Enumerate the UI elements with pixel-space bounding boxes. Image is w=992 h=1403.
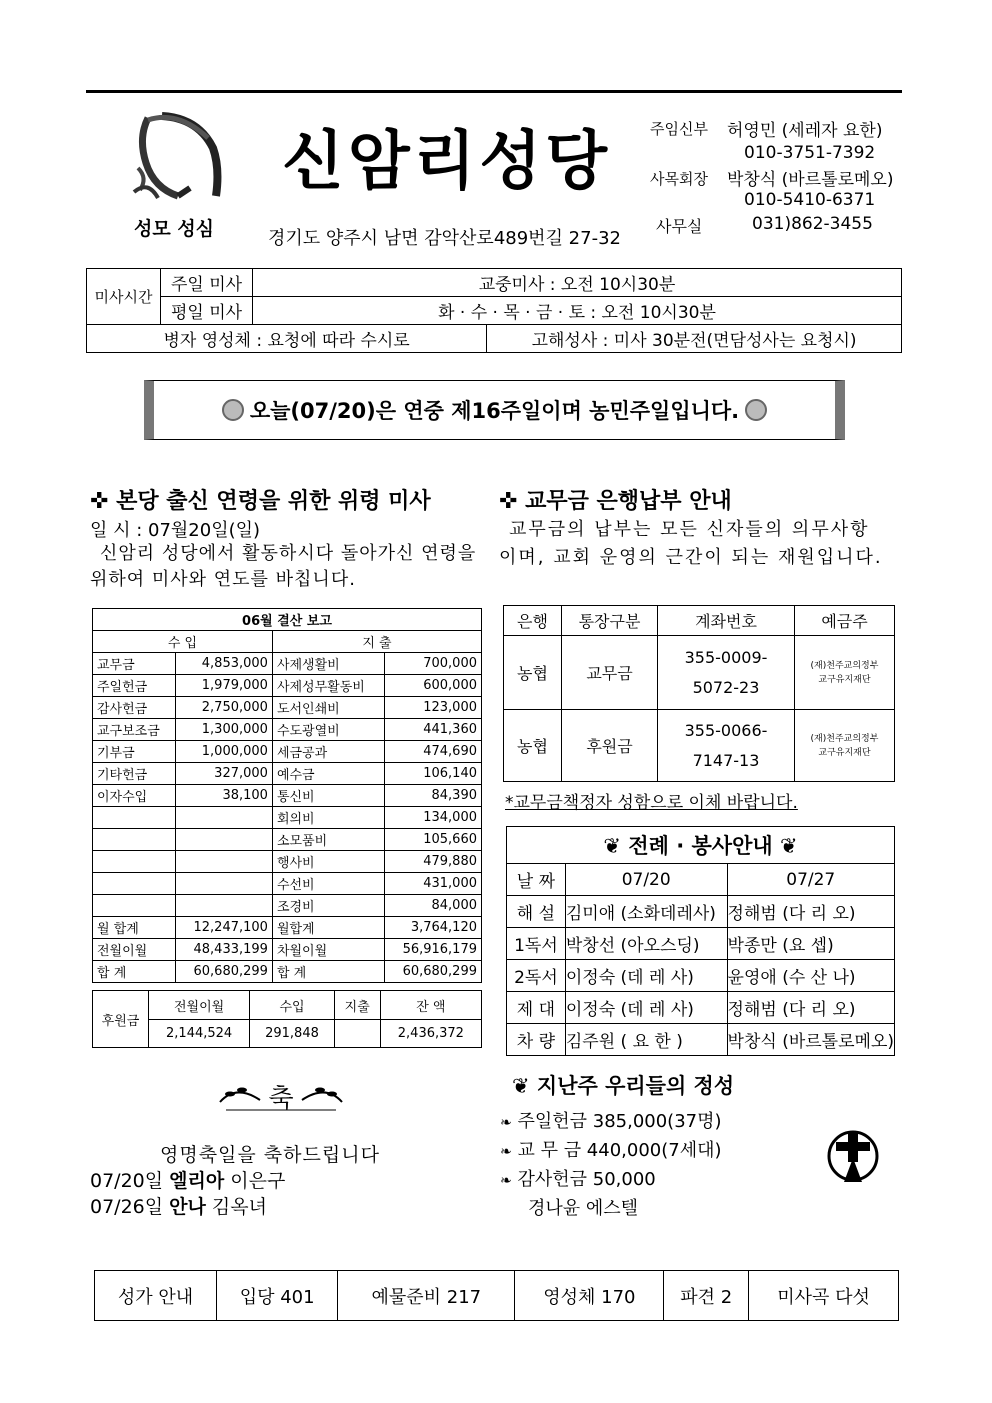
finance-amount: 60,680,299	[385, 961, 482, 983]
finance-amount: 3,764,120	[385, 917, 482, 939]
finance-row	[93, 939, 482, 961]
finance-row	[93, 763, 482, 785]
contact-pastor-role: 주임신부	[650, 120, 708, 138]
support-fund-table	[92, 990, 482, 1048]
finance-amount	[176, 873, 273, 895]
liturgy-assignee: 이정숙 (데 레 사)	[565, 960, 727, 992]
memorial-body: 신암리 성당에서 활동하시다 돌아가신 연령을 위하여 미사와 연도를 바칩니다.	[90, 543, 477, 590]
hymn-cell: 미사곡 다섯	[749, 1271, 899, 1321]
finance-amount: 700,000	[385, 653, 482, 675]
hymn-table	[94, 1270, 899, 1321]
finance-amount: 431,000	[385, 873, 482, 895]
tithe-title: ✜ 교무금 은행납부 안내	[499, 489, 732, 514]
finance-item: 교구보조금	[93, 719, 176, 741]
finance-amount: 2,750,000	[176, 697, 273, 719]
bank-name: 농협	[504, 710, 562, 782]
liturgy-title: ❦ 전례 · 봉사안내 ❦	[507, 827, 895, 864]
celebration-message: 영명축일을 축하드립니다	[160, 1144, 380, 1166]
finance-amount: 1,000,000	[176, 741, 273, 763]
mass-schedule-table	[86, 268, 902, 353]
finance-item: 합 계	[93, 961, 176, 983]
liturgy-date: 07/20	[565, 864, 727, 896]
finance-amount: 4,853,000	[176, 653, 273, 675]
liturgy-assignee: 박창식 (바르톨로메오)	[727, 1024, 894, 1056]
finance-item: 세금공과	[272, 741, 384, 763]
weekday-mass-value: 화 · 수 · 목 · 금 · 토 : 오전 10시30분	[253, 297, 902, 325]
support-header: 수입	[250, 991, 335, 1020]
finance-row	[93, 829, 482, 851]
liturgy-role: 2독서	[507, 960, 566, 992]
support-value: 2,436,372	[380, 1020, 481, 1048]
church-address: 경기도 양주시 남면 감악산로489번길 27-32	[268, 228, 621, 249]
logo	[118, 108, 230, 208]
mass-label: 미사시간	[87, 269, 161, 325]
contact-office-role: 사무실	[656, 217, 703, 236]
finance-item: 월합계	[272, 917, 384, 939]
contact-chair-phone: 010-5410-6371	[744, 190, 876, 210]
bell-icon	[745, 399, 767, 421]
liturgy-assignee: 정해범 (다 리 오)	[727, 896, 894, 928]
leaf-icon: ❦	[512, 1074, 530, 1098]
liturgy-date: 07/27	[727, 864, 894, 896]
finance-item: 도서인쇄비	[272, 697, 384, 719]
bank-header: 예금주	[795, 606, 895, 636]
finance-item: 차월이월	[272, 939, 384, 961]
offering-donor: 경나윤 에스텔	[528, 1198, 639, 1219]
sunday-mass-value: 교중미사 : 오전 10시30분	[253, 269, 902, 297]
finance-row	[93, 851, 482, 873]
confession-info: 고해성사 : 미사 30분전(면담성사는 요청시)	[487, 325, 902, 353]
liturgy-assignee: 정해범 (다 리 오)	[727, 992, 894, 1024]
liturgy-assignee: 박창선 (아오스딩)	[565, 928, 727, 960]
finance-amount: 134,000	[385, 807, 482, 829]
praying-hands-icon	[826, 1128, 880, 1186]
offering-item: ❧ 주일헌금 385,000(37명)	[500, 1111, 722, 1132]
finance-row	[93, 653, 482, 675]
finance-amount	[176, 895, 273, 917]
liturgy-assignee: 윤영애 (수 산 나)	[727, 960, 894, 992]
liturgy-role: 1독서	[507, 928, 566, 960]
liturgy-row	[507, 928, 895, 960]
offering-item: ❧ 교 무 금 440,000(7세대)	[500, 1140, 722, 1161]
offering-item: ❧ 감사헌금 50,000	[500, 1169, 656, 1190]
finance-row	[93, 675, 482, 697]
offering-list	[500, 1108, 722, 1223]
finance-item	[93, 873, 176, 895]
support-header: 지출	[334, 991, 380, 1020]
finance-item: 예수금	[272, 763, 384, 785]
leaf-icon: ❦	[603, 834, 622, 858]
banner-text: 오늘(07/20)은 연중 제16주일이며 농민주일입니다.	[249, 399, 740, 423]
tithe-body: 교무금의 납부는 모든 신자들의 의무사항이며, 교회 운영의 근간이 되는 재원입니다.	[499, 519, 883, 568]
bank-table	[503, 605, 895, 782]
finance-item: 조경비	[272, 895, 384, 917]
finance-title: 06월 결산 보고	[93, 609, 482, 631]
sunday-mass-label: 주일 미사	[161, 269, 253, 297]
account-type: 교무금	[562, 636, 658, 710]
finance-item: 수선비	[272, 873, 384, 895]
finance-amount: 12,247,100	[176, 917, 273, 939]
liturgy-role: 차 량	[507, 1024, 566, 1056]
finance-amount	[176, 807, 273, 829]
contact-chair-name: 박창식 (바르톨로메오)	[727, 170, 894, 190]
account-number: 355-0066- 7147-13	[658, 710, 795, 782]
finance-amount: 123,000	[385, 697, 482, 719]
finance-item	[93, 829, 176, 851]
liturgy-row	[507, 992, 895, 1024]
account-number: 355-0009- 5072-23	[658, 636, 795, 710]
support-value: 2,144,524	[149, 1020, 250, 1048]
finance-item	[93, 895, 176, 917]
offering-title: ❦ 지난주 우리들의 정성	[512, 1074, 735, 1098]
finance-item: 전월이월	[93, 939, 176, 961]
finance-item: 수도광열비	[272, 719, 384, 741]
date-label: 날 짜	[507, 864, 566, 896]
income-header: 수 입	[93, 631, 273, 653]
contact-pastor-name: 허영민 (세레자 요한)	[727, 121, 883, 141]
finance-item: 교무금	[93, 653, 176, 675]
hymn-cell: 성가 안내	[95, 1271, 217, 1321]
finance-amount: 479,880	[385, 851, 482, 873]
support-header: 잔 액	[380, 991, 481, 1020]
support-value	[334, 1020, 380, 1048]
finance-amount: 105,660	[385, 829, 482, 851]
celebration-entry: 07/20일 엘리아 이은구	[90, 1170, 286, 1192]
finance-row	[93, 873, 482, 895]
bank-header: 통장구분	[562, 606, 658, 636]
finance-amount: 84,000	[385, 895, 482, 917]
finance-item: 회의비	[272, 807, 384, 829]
finance-item: 사제생활비	[272, 653, 384, 675]
finance-amount: 106,140	[385, 763, 482, 785]
finance-table	[92, 608, 482, 983]
liturgy-table	[506, 826, 895, 1056]
liturgy-assignee: 이정숙 (데 레 사)	[565, 992, 727, 1024]
bank-header: 은행	[504, 606, 562, 636]
seal-text: 축	[268, 1084, 294, 1114]
finance-amount	[176, 829, 273, 851]
finance-item: 감사헌금	[93, 697, 176, 719]
finance-amount: 60,680,299	[176, 961, 273, 983]
finance-item	[93, 851, 176, 873]
finance-row	[93, 785, 482, 807]
finance-item: 통신비	[272, 785, 384, 807]
account-holder: (재)천주교의정부 교구유지재단	[795, 710, 895, 782]
liturgy-assignee: 김주원 ( 요 한 )	[565, 1024, 727, 1056]
leaf-icon: ❦	[779, 834, 798, 858]
finance-amount: 56,916,179	[385, 939, 482, 961]
contact-office-phone: 031)862-3455	[752, 214, 873, 234]
finance-row	[93, 697, 482, 719]
bell-icon	[222, 399, 244, 421]
diamond-icon: ✜	[499, 489, 518, 514]
liturgy-role: 제 대	[507, 992, 566, 1024]
bank-header: 계좌번호	[658, 606, 795, 636]
finance-row	[93, 741, 482, 763]
finance-row	[93, 719, 482, 741]
memorial-title: ✜ 본당 출신 연령을 위한 위령 미사	[90, 489, 431, 514]
hymn-cell: 파견 2	[664, 1271, 749, 1321]
liturgy-assignee: 김미애 (소화데레사)	[565, 896, 727, 928]
hymn-cell: 예물준비 217	[338, 1271, 515, 1321]
contact-chair-role: 사목회장	[650, 170, 708, 188]
support-header: 전월이월	[149, 991, 250, 1020]
sacred-heart-icon	[118, 108, 230, 208]
finance-item: 기부금	[93, 741, 176, 763]
account-type: 후원금	[562, 710, 658, 782]
finance-item: 기타헌금	[93, 763, 176, 785]
finance-item: 행사비	[272, 851, 384, 873]
hymn-cell: 입당 401	[217, 1271, 338, 1321]
finance-amount: 1,300,000	[176, 719, 273, 741]
church-name: 신암리성당	[282, 125, 612, 199]
finance-amount: 441,360	[385, 719, 482, 741]
finance-item	[93, 807, 176, 829]
tithe-note: *교무금책정자 성함으로 이체 바랍니다.	[505, 793, 798, 813]
finance-amount: 84,390	[385, 785, 482, 807]
celebration-entry: 07/26일 안나 김옥녀	[90, 1196, 267, 1218]
bank-name: 농협	[504, 636, 562, 710]
expense-header: 지 출	[272, 631, 481, 653]
account-holder: (재)천주교의정부 교구유지재단	[795, 636, 895, 710]
liturgy-row	[507, 1024, 895, 1056]
liturgy-role: 해 설	[507, 896, 566, 928]
finance-item: 주일헌금	[93, 675, 176, 697]
memorial-date: 일 시 : 07월20일(일)	[90, 520, 261, 541]
finance-row	[93, 895, 482, 917]
announcement-banner	[144, 380, 845, 440]
finance-item: 월 합계	[93, 917, 176, 939]
support-fund-label: 후원금	[93, 991, 149, 1048]
finance-amount: 1,979,000	[176, 675, 273, 697]
finance-item: 사제성무활동비	[272, 675, 384, 697]
finance-row	[93, 917, 482, 939]
diamond-icon: ✜	[90, 489, 109, 514]
finance-row	[93, 961, 482, 983]
liturgy-row	[507, 960, 895, 992]
contact-pastor-phone: 010-3751-7392	[744, 143, 876, 163]
liturgy-assignee: 박종만 (요 셉)	[727, 928, 894, 960]
weekday-mass-label: 평일 미사	[161, 297, 253, 325]
finance-amount: 600,000	[385, 675, 482, 697]
finance-amount	[176, 851, 273, 873]
logo-caption: 성모 성심	[134, 218, 215, 240]
finance-amount: 48,433,199	[176, 939, 273, 961]
sick-communion: 병자 영성체 : 요청에 따라 수시로	[87, 325, 487, 353]
hymn-cell: 영성체 170	[515, 1271, 664, 1321]
support-value: 291,848	[250, 1020, 335, 1048]
finance-amount: 474,690	[385, 741, 482, 763]
finance-amount: 38,100	[176, 785, 273, 807]
celebration-seal	[216, 1078, 346, 1118]
liturgy-row	[507, 896, 895, 928]
finance-item: 합 계	[272, 961, 384, 983]
finance-item: 소모품비	[272, 829, 384, 851]
finance-amount: 327,000	[176, 763, 273, 785]
finance-row	[93, 807, 482, 829]
finance-item: 이자수입	[93, 785, 176, 807]
